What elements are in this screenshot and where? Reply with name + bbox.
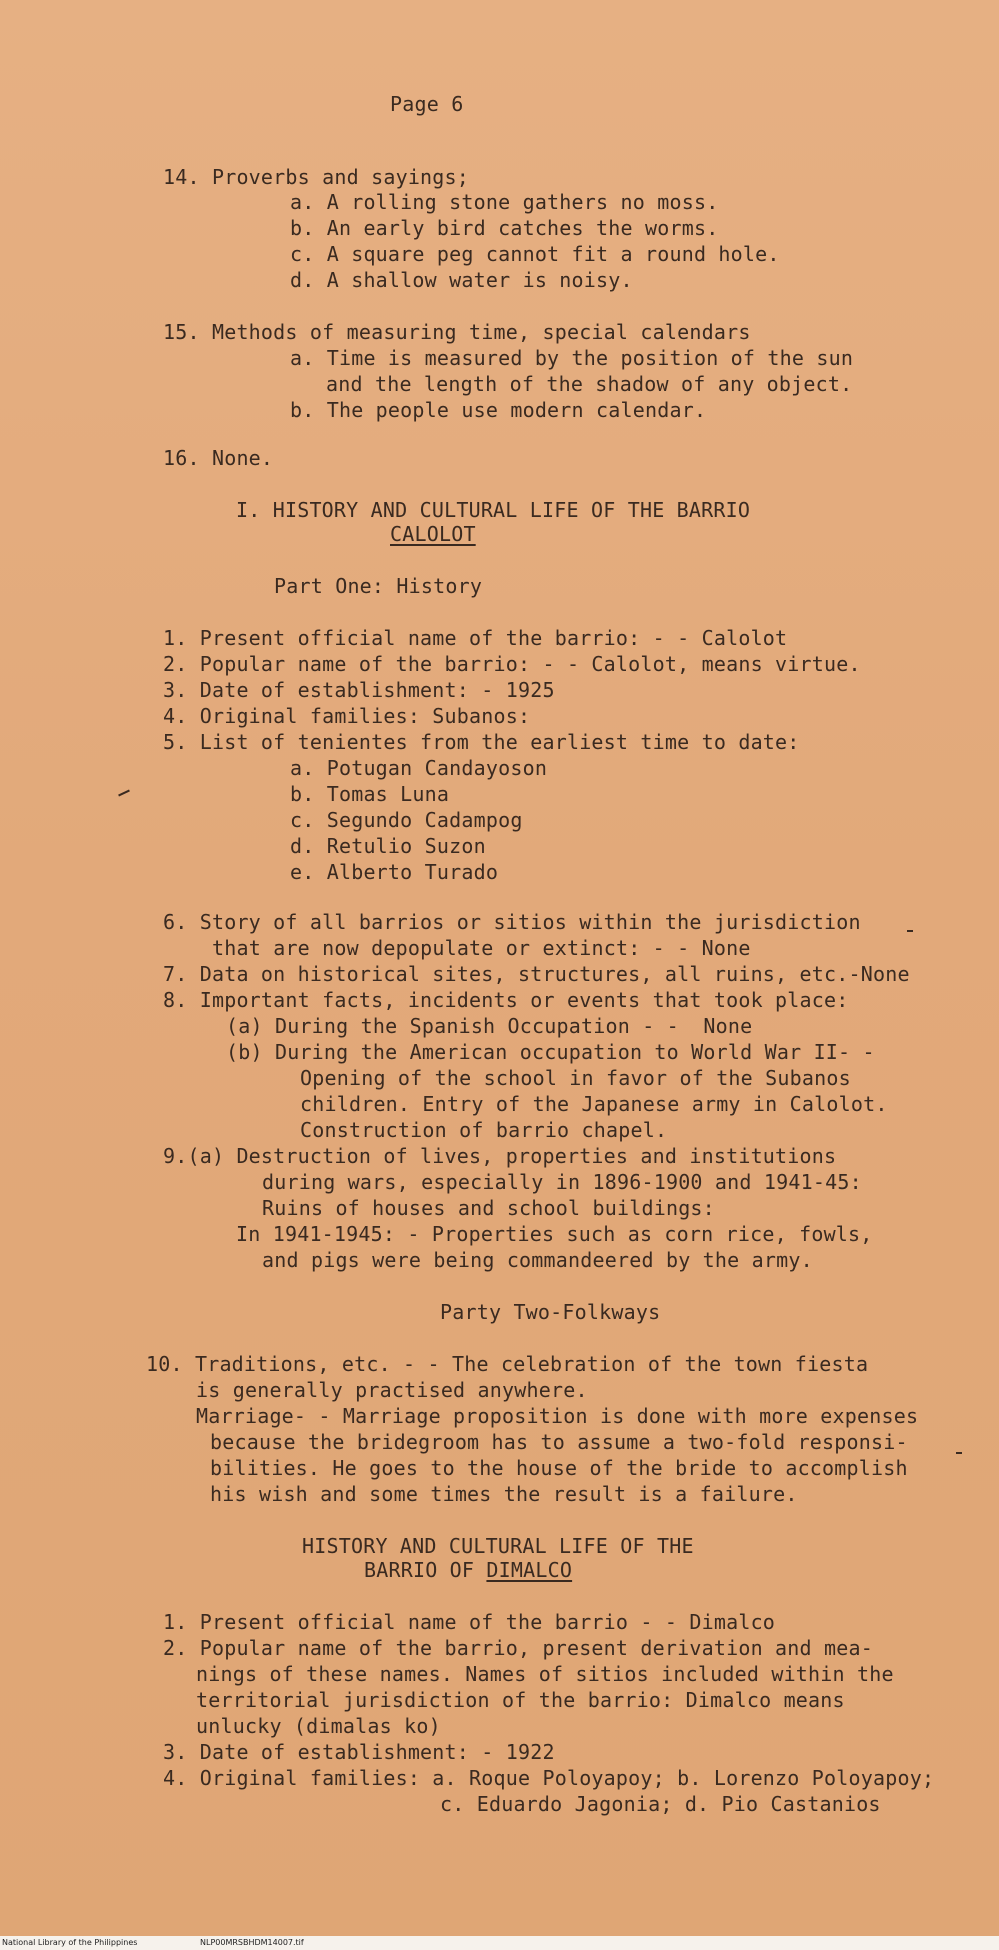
part-one-heading: Part One: History (274, 574, 483, 598)
item-15-title: 15. Methods of measuring time, special calendars (163, 320, 751, 344)
calolot-item-8b-line1: (b) During the American occupation to World War II- - (226, 1040, 875, 1064)
calolot-heading: I. HISTORY AND CULTURAL LIFE OF THE BARRIO (236, 498, 751, 522)
calolot-item-10-line6: his wish and some times the result is a failure. (210, 1482, 798, 1506)
teniente-d: d. Retulio Suzon (290, 834, 486, 858)
dimalco-item-3: 3. Date of establishment: - 1922 (163, 1740, 555, 1764)
teniente-e: e. Alberto Turado (290, 860, 499, 884)
calolot-item-7: 7. Data on historical sites, structures, all ruins, etc.-None (163, 962, 910, 986)
calolot-item-6-line1: 6. Story of all barrios or sitios within the jurisdiction (163, 910, 861, 934)
calolot-item-3: 3. Date of establishment: - 1925 (163, 678, 555, 702)
pen-mark (907, 930, 913, 932)
item-14-title: 14. Proverbs and sayings; (163, 165, 470, 189)
pen-mark (118, 790, 130, 797)
calolot-barrio-name: CALOLOT (390, 522, 476, 546)
calolot-item-10-line3: Marriage- - Marriage proposition is done with more expenses (196, 1404, 919, 1428)
proverb-d: d. A shallow water is noisy. (290, 268, 633, 292)
calolot-item-6-line2: that are now depopulate or extinct: - - None (212, 936, 751, 960)
dimalco-heading-prefix: BARRIO OF (364, 1558, 487, 1582)
item-15-a-line1: a. Time is measured by the position of the sun (290, 346, 854, 370)
calolot-item-9-line2: during wars, especially in 1896-1900 and 1941-45: (262, 1170, 862, 1194)
dimalco-item-2-line2: nings of these names. Names of sitios included within the (196, 1662, 894, 1686)
calolot-item-10-line5: bilities. He goes to the house of the bride to accomplish (210, 1456, 908, 1480)
pen-mark (956, 1452, 962, 1454)
dimalco-item-2-line3: territorial jurisdiction of the barrio: Dimalco means (196, 1688, 845, 1712)
footer-library: National Library of the Philippines (2, 1938, 138, 1947)
dimalco-heading-line2 (364, 1558, 572, 1582)
calolot-item-8b-line2: Opening of the school in favor of the Subanos (300, 1066, 851, 1090)
calolot-item-4: 4. Original families: Subanos: (163, 704, 531, 728)
dimalco-item-2-line1: 2. Popular name of the barrio, present derivation and mea- (163, 1636, 873, 1660)
calolot-item-8: 8. Important facts, incidents or events that took place: (163, 988, 849, 1012)
calolot-item-1: 1. Present official name of the barrio: - - Calolot (163, 626, 788, 650)
calolot-item-10-line2: is generally practised anywhere. (196, 1378, 588, 1402)
calolot-item-8b-line4: Construction of barrio chapel. (300, 1118, 668, 1142)
proverb-a: a. A rolling stone gathers no moss. (290, 190, 719, 214)
scan-footer (0, 1936, 999, 1950)
proverb-b: b. An early bird catches the worms. (290, 216, 719, 240)
calolot-item-8b-line3: children. Entry of the Japanese army in Calolot. (300, 1092, 888, 1116)
dimalco-barrio-name: DIMALCO (486, 1558, 573, 1582)
page-number: Page 6 (390, 92, 464, 116)
dimalco-item-1: 1. Present official name of the barrio - - Dimalco (163, 1610, 776, 1634)
teniente-b: b. Tomas Luna (290, 782, 450, 806)
teniente-a: a. Potugan Candayoson (290, 756, 548, 780)
teniente-c: c. Segundo Cadampog (290, 808, 523, 832)
calolot-item-9-line3: Ruins of houses and school buildings: (262, 1196, 715, 1220)
calolot-item-2: 2. Popular name of the barrio: - - Calolot, means virtue. (163, 652, 861, 676)
calolot-item-9-line5: and pigs were being commandeered by the army. (262, 1248, 813, 1272)
proverb-c: c. A square peg cannot fit a round hole. (290, 242, 780, 266)
calolot-item-10-line1: 10. Traditions, etc. - - The celebration of the town fiesta (146, 1352, 869, 1376)
calolot-item-10-line4: because the bridegroom has to assume a two-fold responsi- (210, 1430, 908, 1454)
item-16: 16. None. (163, 446, 274, 470)
item-15-b: b. The people use modern calendar. (290, 398, 707, 422)
calolot-item-5: 5. List of tenientes from the earliest time to date: (163, 730, 800, 754)
calolot-item-9-line4: In 1941-1945: - Properties such as corn rice, fowls, (236, 1222, 873, 1246)
calolot-item-8a: (a) During the Spanish Occupation - - None (226, 1014, 753, 1038)
dimalco-heading: HISTORY AND CULTURAL LIFE OF THE (302, 1534, 694, 1558)
part-two-heading: Party Two-Folkways (440, 1300, 661, 1324)
dimalco-item-2-line4: unlucky (dimalas ko) (196, 1714, 441, 1738)
dimalco-item-4-line1: 4. Original families: a. Roque Poloyapoy; b. Lorenzo Poloyapoy; (163, 1766, 935, 1790)
item-15-a-line2: and the length of the shadow of any object. (326, 372, 853, 396)
dimalco-item-4-line2: c. Eduardo Jagonia; d. Pio Castanios (440, 1792, 881, 1816)
footer-filename: NLP00MRSBHDM14007.tif (200, 1938, 304, 1947)
calolot-item-9-line1: 9.(a) Destruction of lives, properties and institutions (163, 1144, 837, 1168)
